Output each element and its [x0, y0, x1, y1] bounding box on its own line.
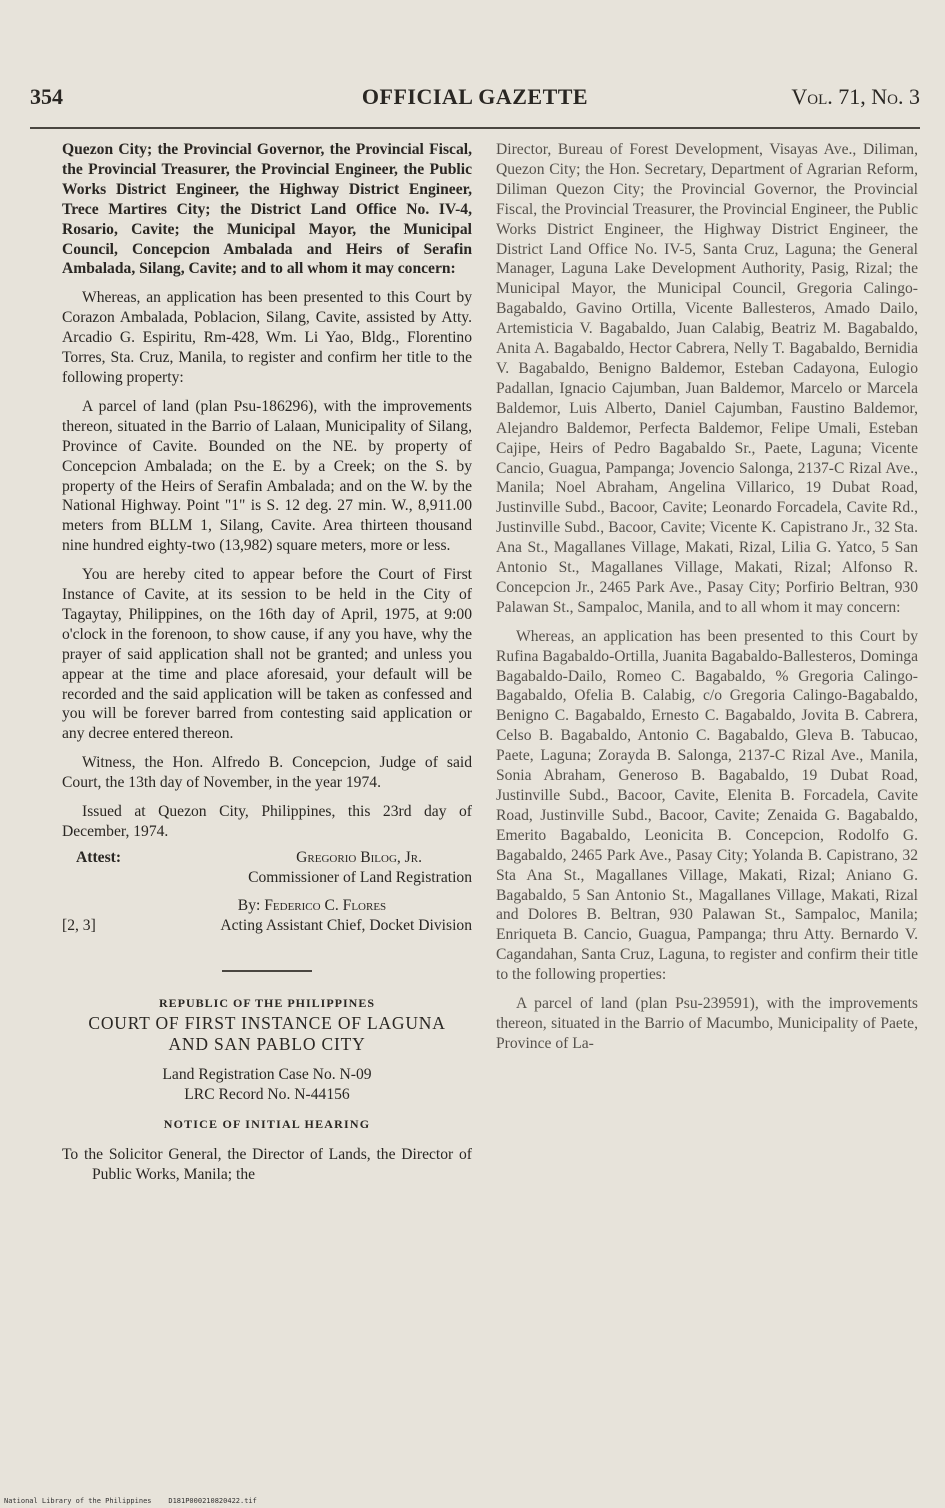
whereas-paragraph-2: Whereas, an application has been presented to this Court by Rufina Bagabaldo-Ortilla, Juanita Bagabaldo-Ballesteros, Dominga Bagabaldo-Dailo, Romeo C. Bagabaldo, % Gregoria Calingo-Bagabaldo, Ofelia B. Calabig, c/o Gregoria Calingo-Bagabaldo, Benigno C. Bagabaldo, Ernesto C. Bagabaldo, Jovita B. Cabrera, Celso B. Bagabaldo, Antonio C. Bagabaldo, Gleva B. Tabucao, Paete, Laguna; Zorayda B. Salonga, 2137-C Rizal Ave., Manila, Sonia Abraham, Generoso B. Bagabaldo, 19 Dubat Road, Justinville Subd., Bacoor, Cavite, Elenita B. Forcadela, Cavite Road, Justinville Subd., Bacoor, Cavite; Zenaida G. Bagabaldo, Emerito Bagabaldo, Leonicita B. Concepcion, Rodolfo G. Bagabaldo, 2465 Park Ave., Pasay City; Yolanda B. Capistrano, 32 Sta Ana St., Magallanes Village, Makati, Rizal; Aniano G. Bagabaldo, 5 San Antonio St., Magallanes Village, Makati, Rizal and Dolores B. Beltran, 930 Palawan St., Sampaloc, Manila; Enriqueta B. Cancio, Guagua, Pampanga; thru Atty. Bernardo V. Cagandahan, Santa Cruz, Laguna, to register and confirm their title to the following properties: [496, 627, 918, 984]
header-rule [30, 127, 920, 129]
by-signatory: Federico C. Flores [264, 896, 387, 914]
publication-title: OFFICIAL GAZETTE [361, 84, 589, 109]
court-name-line2: AND SAN PABLO CITY [168, 1034, 366, 1055]
court-name-line1: COURT OF FIRST INSTANCE OF LAGUNA [88, 1013, 446, 1034]
section-divider [222, 970, 312, 972]
by-title: Acting Assistant Chief, Docket Division [220, 916, 472, 934]
volume-issue: Vol. 71, No. 3 [791, 84, 920, 109]
left-column [62, 140, 472, 1185]
addressee-paragraph: Quezon City; the Provincial Governor, the Provincial Fiscal, the Provincial Treasurer, the Provincial Engineer, the Public Works District Engineer, the Highway District Engineer, Trece Martires City; the District Land Office No. IV-4, Rosario, Cavite; the Municipal Mayor, the Municipal Council, Concepcion Ambalada and Heirs of Serafin Ambalada, Silang, Cavite; and to all whom it may concern: [62, 141, 472, 278]
notice-addressee: To the Solicitor General, the Director of Lands, the Director of Public Works, Manila; the [62, 1146, 472, 1184]
attest-label: Attest: [76, 848, 122, 866]
page-header [30, 84, 920, 120]
republic-heading: REPUBLIC OF THE PHILIPPINES [158, 995, 376, 1010]
addressee-continued: Director, Bureau of Forest Development, Visayas Ave., Diliman, Quezon City; the Hon. Secretary, Department of Agrarian Reform, Diliman Quezon City; the Provincial Governor, the Provincial Fiscal, the Provincial Treasurer, the Provincial Engineer, the Public Works District Engineer, the Highway District Engineer, the District Land Office No. IV-5, Santa Cruz, Laguna; the General Manager, Laguna Lake Development Authority, Pasig, Rizal; the Municipal Mayor, the Municipal Council, Gregoria Calingo-Bagabaldo, Gavino Ortilla, Vicente Ballesteros, Amado Dailo, Artemisticia V. Bagabaldo, Juan Calabig, Beatriz M. Bagabaldo, Anita A. Bagabaldo, Hector Cabrera, Nelly T. Bagabaldo, Bernidia V. Bagabaldo, Benigno Baldemor, Esteban Cadayona, Eulogio Padallan, Ignacio Cajumban, Juan Baldemor, Marcelo or Marcela Baldemor, Luis Alberto, Daniel Cajumban, Faustino Baldemor, Alejandro Baldemor, Perfecta Baldemor, Felipe Umali, Esteban Cajipe, Heirs of Pedro Bagabaldo Sr., Paete, Laguna; Vicente Cancio, Guagua, Pampanga; Jovencio Salonga, 2137-C Rizal Ave., Manila; Noel Abraham, Angelina Villarico, 19 Dubat Road, Justinville Subd., Bacoor, Cavite; Leonardo Forcadela, Cavite Rd., Justinville Subd., Bacoor, Cavite; Vicente K. Capistrano Jr., 32 Sta. Ana St., Magallanes Village, Makati, Rizal, Lilia G. Yatco, 5 San Antonio St., Magallanes Village, Makati, Rizal; Alfonso R. Concepcion Jr., 2465 Park Ave., Pasay City; Porfirio Beltran, 930 Palawan St., Sampaloc, Manila, and to all whom it may concern: [496, 141, 918, 616]
notice-heading: NOTICE OF INITIAL HEARING [163, 1117, 371, 1132]
issue-reference: [2, 3] [62, 916, 96, 934]
scan-footer: National Library of the Philippines D181P000210820422.tif [4, 1497, 257, 1505]
parcel-description: A parcel of land (plan Psu-186296), with the improvements thereon, situated in the Barrio of Lalaan, Municipality of Silang, Province of Cavite. Bounded on the NE. by property of Concepcion Ambalada; on the E. by a Creek; on the S. by property of the Heirs of Serafin Ambalada; and on the W. by the National Highway. Point "1" is S. 12 deg. 27 min. W., 8,911.00 meters from BLLM 1, Silang, Cavite. Area thirteen thousand nine hundred eighty-two (13,982) square meters, more or less. [62, 397, 472, 555]
witness-paragraph: Witness, the Hon. Alfredo B. Concepcion, Judge of said Court, the 13th day of November, in the year 1974. [62, 754, 472, 792]
issued-paragraph: Issued at Quezon City, Philippines, this 23rd day of December, 1974. [62, 803, 472, 840]
parcel-description-2: A parcel of land (plan Psu-239591), with the improvements thereon, situated in the Barrio of Macumbo, Municipality of Paete, Province of La- [496, 995, 918, 1052]
whereas-paragraph: Whereas, an application has been presented to this Court by Corazon Ambalada, Poblacion, Silang, Cavite, assisted by Atty. Arcadio G. Espiritu, Rm-428, Wm. Li Yao, Bldg., Florentino Torres, Sta. Cruz, Manila, to register and confirm her title to the following property: [62, 289, 472, 386]
attestation-block [62, 848, 472, 936]
case-number: Land Registration Case No. N-09 [162, 1066, 372, 1084]
right-column [496, 140, 918, 1054]
lrc-record: LRC Record No. N-44156 [184, 1086, 350, 1104]
attest-title: Commissioner of Land Registration [248, 868, 472, 886]
summons-paragraph: You are hereby cited to appear before the Court of First Instance of Cavite, at its session to be held in the City of Tagaytay, Philippines, on the 16th day of April, 1975, at 9:00 o'clock in the forenoon, to show cause, if any you have, why the prayer of said application shall not be granted; and unless you appear at the time and place aforesaid, your default will be recorded and the said application will be taken as confessed and you will be forever barred from contesting said application or any decree entered thereon. [62, 566, 472, 743]
page-number: 354 [30, 84, 63, 109]
by-label: By: [237, 896, 261, 914]
attest-signatory: Gregorio Bilog, Jr. [296, 848, 422, 866]
